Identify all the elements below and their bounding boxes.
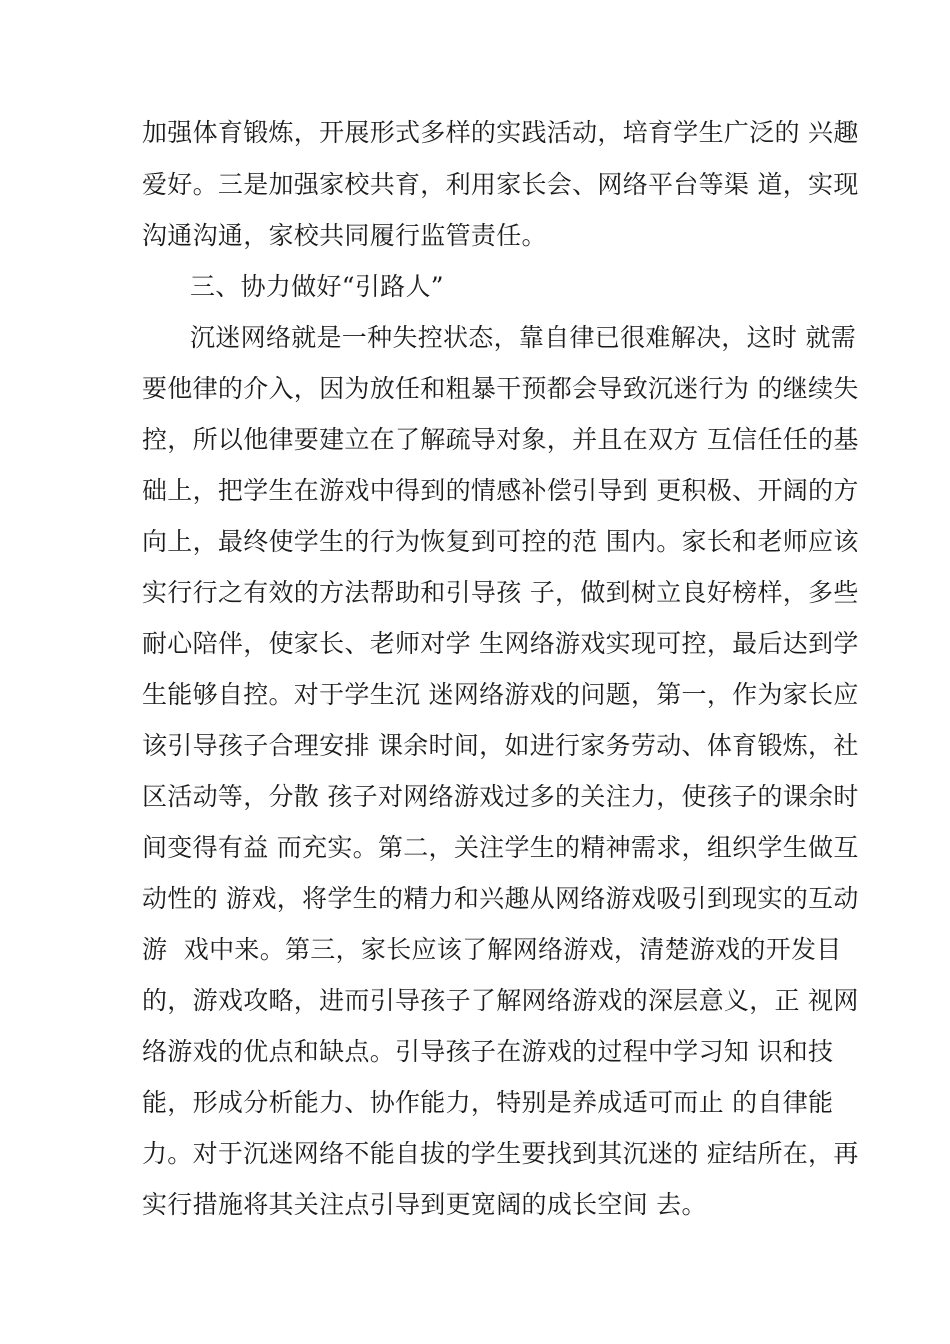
text-line: 爱好。三是加强家校共育，利用家长会、网络平台等渠 道，实现 — [142, 170, 859, 199]
text-line: 的，游戏攻略，进而引导孩子了解网络游戏的深层意义，正 视网 — [142, 986, 859, 1015]
text-line: 要他律的介入，因为放任和粗暴干预都会导致沉迷行为 的继续失 — [142, 374, 859, 403]
text-line: 生能够自控。对于学生沉 迷网络游戏的问题，第一，作为家长应 — [142, 680, 859, 709]
text-line: 控，所以他律要建立在了解疏导对象，并且在双方 互信任任的基 — [142, 425, 859, 454]
text-line: 区活动等，分散 孩子对网络游戏过多的关注力，使孩子的课余时 — [142, 782, 859, 811]
text-line: 动性的 游戏，将学生的精力和兴趣从网络游戏吸引到现实的互动 — [142, 884, 859, 913]
text-line: 力。对于沉迷网络不能自拔的学生要找到其沉迷的 症结所在，再 — [142, 1139, 859, 1168]
text-line: 实行措施将其关注点引导到更宽阔的成长空间 去。 — [142, 1190, 707, 1219]
text-line: 游 戏中来。第三，家长应该了解网络游戏，清楚游戏的开发目 — [142, 935, 842, 964]
text-line: 沟通沟通，家校共同履行监管责任。 — [142, 221, 547, 250]
text-line: 该引导孩子合理安排 课余时间，如进行家务劳动、体育锻炼，社 — [142, 731, 859, 760]
text-line: 耐心陪伴，使家长、老师对学 生网络游戏实现可控，最后达到学 — [142, 629, 859, 658]
text-line: 沉迷网络就是一种失控状态，靠自律已很难解决，这时 就需 — [190, 323, 857, 352]
text-line: 向上，最终使学生的行为恢复到可控的范 围内。家长和老师应该 — [142, 527, 859, 556]
text-line: 间变得有益 而充实。第二，关注学生的精神需求，组织学生做互 — [142, 833, 859, 862]
section-heading: 三、协力做好“引路人” — [190, 272, 444, 301]
text-line: 础上，把学生在游戏中得到的情感补偿引导到 更积极、开阔的方 — [142, 476, 859, 505]
text-line: 络游戏的优点和缺点。引导孩子在游戏的过程中学习知 识和技 — [142, 1037, 834, 1066]
text-line: 实行行之有效的方法帮助和引导孩 子，做到树立良好榜样，多些 — [142, 578, 859, 607]
text-line: 能，形成分析能力、协作能力，特别是养成适可而止 的自律能 — [142, 1088, 834, 1117]
text-line: 加强体育锻炼，开展形式多样的实践活动，培育学生广泛的 兴趣 — [142, 118, 859, 147]
